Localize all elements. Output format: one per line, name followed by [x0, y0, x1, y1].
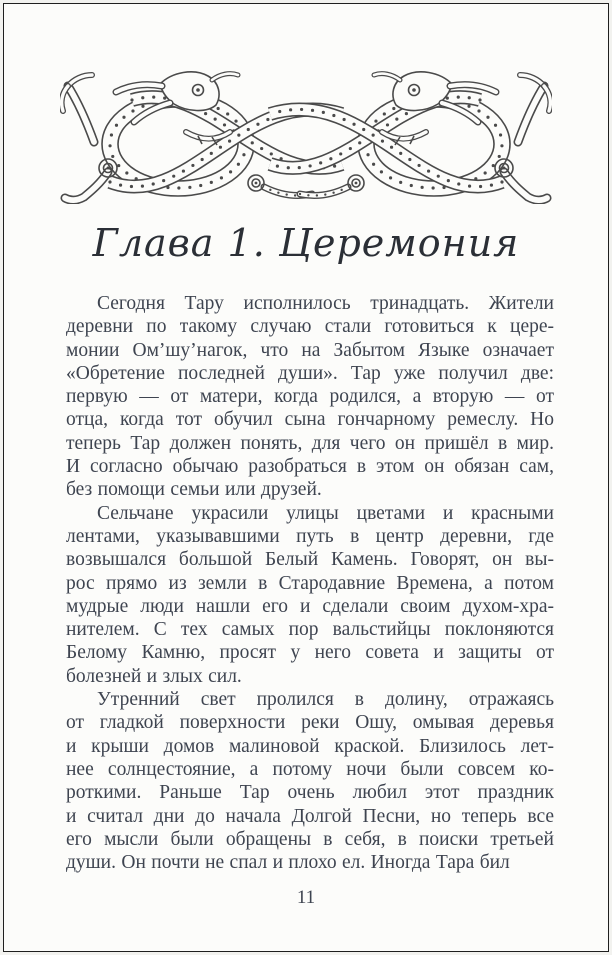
- paragraph: [66, 292, 554, 502]
- text-line: мудрые люди нашли его и сделали своим духом-хра-: [66, 595, 554, 617]
- text-line: отца, когда тот обучил сына гончарному ремеслу. Но: [66, 409, 554, 431]
- text-line: И согласно обычаю разобраться в этом он обязан сам,: [66, 456, 554, 478]
- text-line: лентами, указывавшими путь в центр деревни, где: [66, 525, 554, 547]
- book-page: [3, 3, 609, 952]
- knotwork-ornament: [60, 70, 552, 204]
- text-line: болезней и злых сил.: [66, 665, 242, 687]
- text-line: рос прямо из земли в Стародавние Времена, а потом: [66, 572, 554, 594]
- text-line: нее солнцестояние, а потому ночи были совсем ко-: [66, 758, 554, 780]
- text-line: от гладкой поверхности реки Ошу, омывая деревья: [66, 712, 554, 734]
- page-number: 11: [296, 887, 316, 908]
- paragraph: [66, 502, 554, 688]
- text-line: теперь Тар должен понять, для чего он пришёл в мир.: [66, 432, 554, 454]
- text-line: души. Он почти не спал и плохо ел. Иногда Тара бил: [66, 852, 510, 874]
- text-line: его мысли были обращены в себя, в поиски третьей: [66, 828, 554, 850]
- text-line: монии Ом’шу’нагок, что на Забытом Языке означает: [66, 339, 554, 361]
- text-line: Сельчане украсили улицы цветами и красными: [97, 502, 554, 524]
- text-line: возвышался большой Белый Камень. Говорят, он вы-: [66, 549, 554, 571]
- text-line: и крыши домов малиновой краской. Близилось лет-: [66, 735, 554, 757]
- chapter-title: Глава 1. Церемония: [92, 221, 520, 265]
- text-line: роткими. Раньше Тар очень любил этот праздник: [66, 782, 554, 804]
- text-line: Сегодня Тару исполнилось тринадцать. Жители: [97, 293, 554, 314]
- text-line: Утренний свет пролился в долину, отражаясь: [97, 689, 554, 711]
- text-line: «Обретение последней души». Тар уже получил две:: [66, 362, 554, 384]
- text-line: и считал дни до начала Долгой Песни, но теперь все: [66, 805, 554, 827]
- text-line: деревни по такому случаю стали готовиться к цере-: [66, 316, 554, 338]
- text-block: [66, 292, 554, 874]
- text-line: нителем. С тех самых пор вальстийцы поклоняются: [66, 619, 554, 641]
- text-line: Белому Камню, просят у него совета и защиты от: [66, 642, 554, 664]
- paragraph: [66, 688, 554, 874]
- text-line: без помощи семьи или друзей.: [66, 479, 322, 501]
- text-line: первую — от матери, когда родился, а вторую — от: [66, 386, 554, 408]
